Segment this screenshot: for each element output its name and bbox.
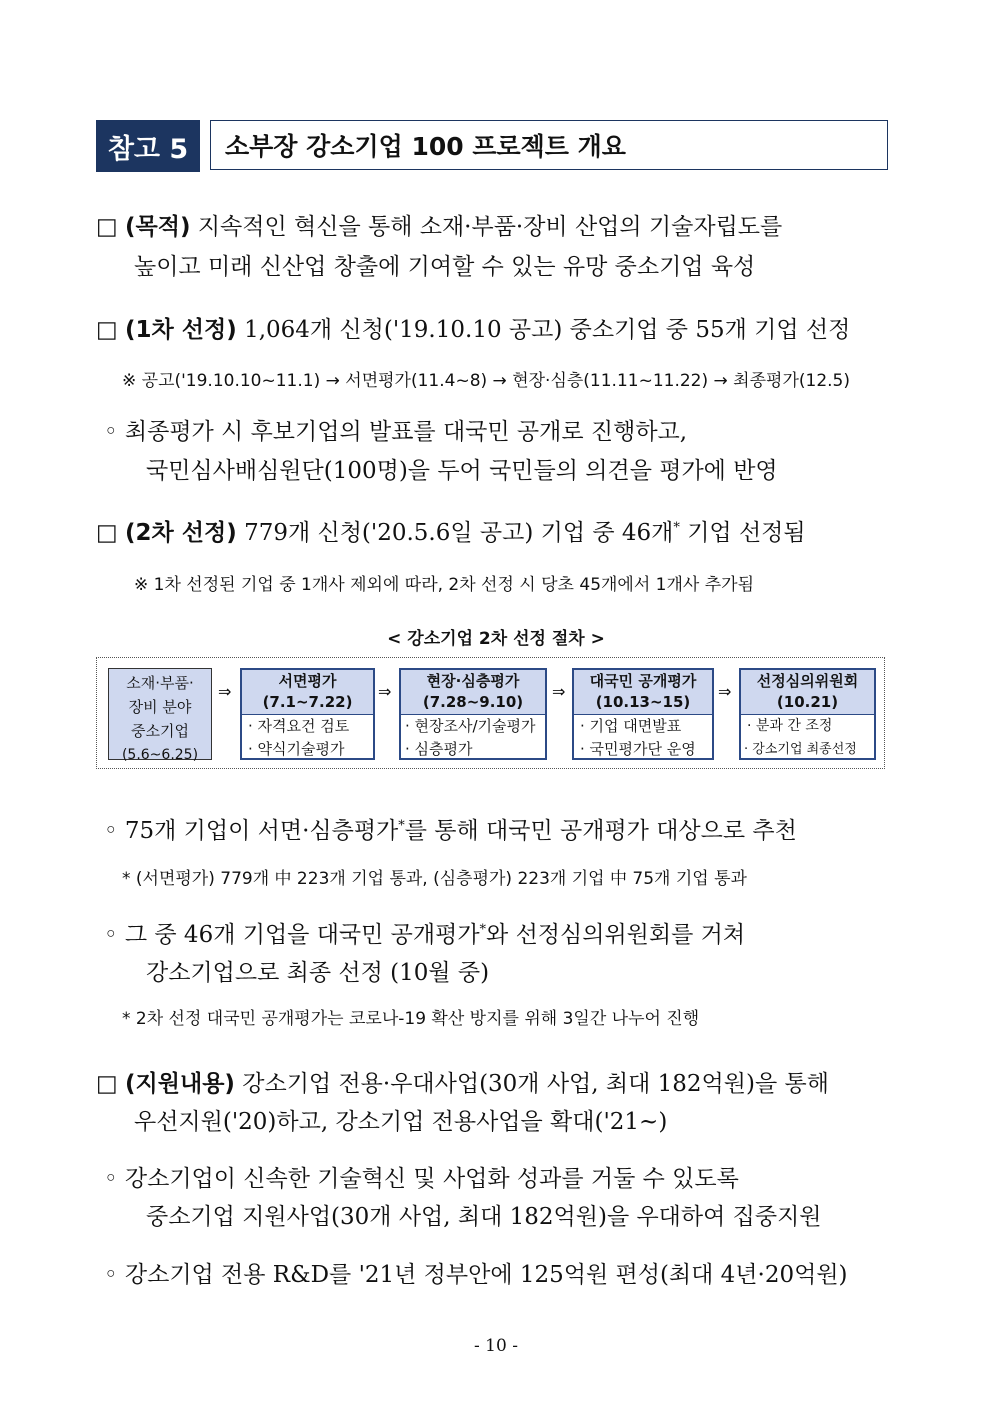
second-footnote-mark: * — [673, 520, 680, 536]
first-note: ※ 공고('19.10.10~11.1) → 서면평가(11.4~8) → 현장·심층(11.11~11.22) → 최종평가(12.5) — [122, 371, 850, 391]
results-line-1 — [104, 812, 797, 845]
step-item: · 현장조사/기술평가 — [405, 717, 536, 735]
results-text-2b: 와 선정심의위원회를 거쳐 — [486, 922, 746, 948]
purpose-bullet: □ — [96, 214, 118, 240]
support-line-2: 우선지원('20)하고, 강소기업 전용사업을 확대('21~) — [134, 1109, 668, 1135]
step-period: (7.28~9.10) — [422, 693, 524, 711]
support-sub1-line-2: 중소기업 지원사업(30개 사업, 최대 182억원)을 우대하여 집중지원 — [146, 1204, 822, 1230]
section-title-text: 소부장 강소기업 100 프로젝트 개요 — [225, 132, 626, 161]
support-line-1 — [96, 1065, 829, 1098]
step-header — [574, 670, 712, 715]
step-name: 현장·심층평가 — [426, 672, 520, 690]
purpose-line-1 — [96, 208, 782, 241]
purpose-label: (목적) — [125, 214, 191, 240]
second-selection-line — [96, 514, 806, 547]
step-item: · 국민평가단 운영 — [580, 740, 696, 758]
step-period: (10.13~15) — [595, 693, 691, 711]
results-footnote-mark-2: * — [479, 922, 487, 938]
step-item: · 약식기술평가 — [248, 740, 345, 758]
page-number: - 10 - — [474, 1336, 518, 1356]
step-name: 선정심의위원회 — [756, 672, 859, 690]
start-period: (5.6~6.25) — [121, 747, 199, 763]
second-note: ※ 1차 선정된 기업 중 1개사 제외에 따라, 2차 선정 시 당초 45개에서 1개사 추가됨 — [134, 575, 755, 595]
results-text-2a: ◦ 그 중 46개 기업을 대국민 공개평가 — [104, 922, 480, 948]
start-line-1: 소재·부품· — [126, 674, 194, 692]
process-diagram — [96, 657, 885, 769]
start-line-3: 중소기업 — [131, 722, 189, 740]
results-footnote-mark-1: * — [398, 818, 405, 834]
process-step-onsite-review — [399, 668, 547, 760]
process-start-box — [108, 668, 212, 763]
process-title: < 강소기업 2차 선정 절차 > — [387, 629, 605, 649]
step-name: 대국민 공개평가 — [589, 672, 697, 690]
purpose-text-1: 지속적인 혁신을 통해 소재·부품·장비 산업의 기술자립도를 — [197, 214, 783, 240]
step-period: (10.21) — [776, 693, 839, 711]
step-item: · 기업 대면발표 — [580, 717, 682, 735]
results-line-3: 강소기업으로 최종 선정 (10월 중) — [146, 960, 490, 986]
second-text-a: 779개 신청('20.5.6일 공고) 기업 중 46개 — [244, 520, 674, 546]
support-text-1: 강소기업 전용·우대사업(30개 사업, 최대 182억원)을 통해 — [242, 1071, 829, 1097]
step-item: · 심층평가 — [405, 740, 473, 758]
step-name: 서면평가 — [278, 672, 337, 690]
results-note-1: * (서면평가) 779개 中 223개 기업 통과, (심층평가) 223개 기업 中 75개 기업 통과 — [122, 869, 747, 889]
first-text: 1,064개 신청('19.10.10 공고) 중소기업 중 55개 기업 선정 — [244, 317, 851, 343]
process-step-selection-committee — [739, 668, 876, 760]
support-label: (지원내용) — [125, 1071, 235, 1097]
arrow-icon: ⇒ — [218, 682, 232, 701]
purpose-line-2: 높이고 미래 신산업 창출에 기여할 수 있는 유망 중소기업 육성 — [134, 254, 756, 280]
step-item: · 강소기업 최종선정 — [744, 742, 857, 757]
second-text-b: 기업 선정됨 — [679, 520, 806, 546]
support-sub2-line: ◦ 강소기업 전용 R&D를 '21년 정부안에 125억원 편성(최대 4년·20억원) — [104, 1262, 848, 1288]
process-step-public-review — [572, 668, 714, 760]
first-sub-line-2: 국민심사배심원단(100명)을 두어 국민들의 의견을 평가에 반영 — [146, 458, 778, 484]
step-header — [242, 670, 373, 715]
process-step-document-review — [240, 668, 375, 760]
first-bullet: □ — [96, 317, 118, 343]
support-bullet: □ — [96, 1071, 118, 1097]
first-label: (1차 선정) — [125, 317, 237, 343]
support-sub1-line-1: ◦ 강소기업이 신속한 기술혁신 및 사업화 성과를 거둘 수 있도록 — [104, 1166, 739, 1192]
results-text-1b: 를 통해 대국민 공개평가 대상으로 추천 — [404, 818, 797, 844]
arrow-icon: ⇒ — [552, 682, 566, 701]
first-sub-line-1: ◦ 최종평가 시 후보기업의 발표를 대국민 공개로 진행하고, — [104, 419, 688, 445]
step-header — [741, 670, 874, 715]
step-item: · 자격요건 검토 — [248, 717, 350, 735]
first-selection-line — [96, 311, 850, 344]
results-text-1a: ◦ 75개 기업이 서면·심층평가 — [104, 818, 399, 844]
arrow-icon: ⇒ — [378, 682, 392, 701]
results-line-2 — [104, 916, 745, 949]
step-header — [401, 670, 545, 715]
second-label: (2차 선정) — [125, 520, 237, 546]
start-line-2: 장비 분야 — [128, 698, 192, 716]
results-note-2: * 2차 선정 대국민 공개평가는 코로나-19 확산 방지를 위해 3일간 나누어 진행 — [122, 1009, 700, 1029]
section-title — [210, 120, 888, 170]
second-bullet: □ — [96, 520, 118, 546]
arrow-icon: ⇒ — [718, 682, 732, 701]
reference-tag: 참고 5 — [96, 120, 200, 172]
step-item: · 분과 간 조정 — [747, 718, 833, 734]
step-period: (7.1~7.22) — [262, 693, 353, 711]
